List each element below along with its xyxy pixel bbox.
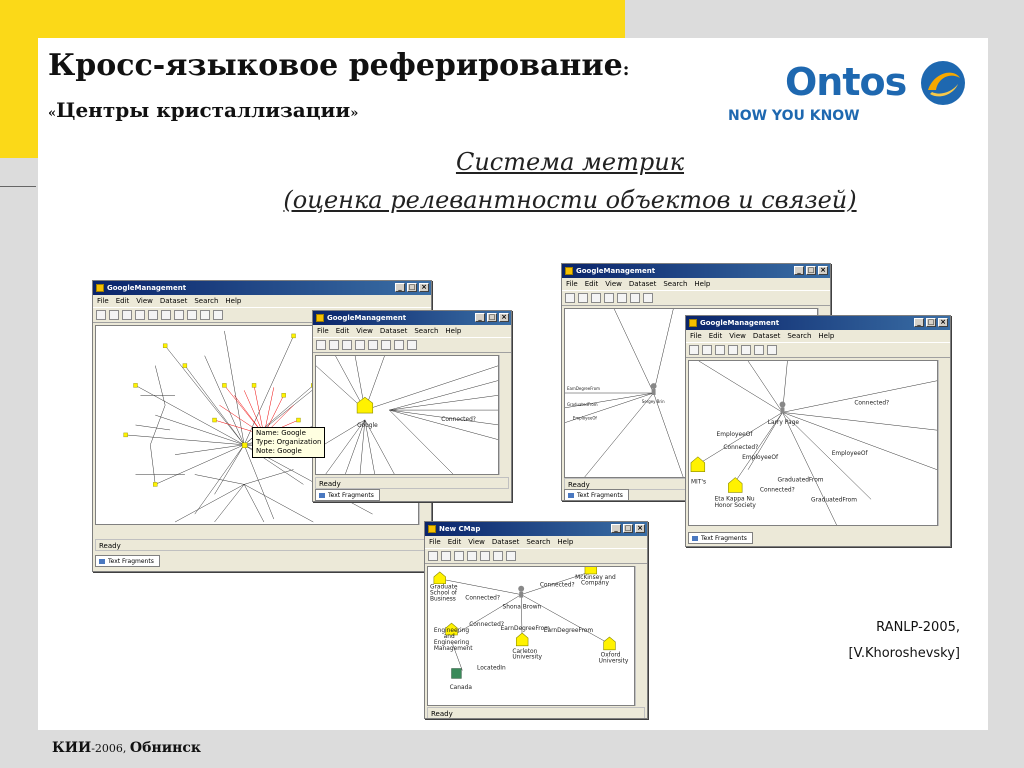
window-title: GoogleManagement bbox=[576, 267, 656, 275]
menu-view[interactable]: View bbox=[729, 332, 746, 340]
node-gsb-label-3: Business bbox=[429, 596, 456, 603]
menu-dataset[interactable]: Dataset bbox=[752, 332, 781, 340]
node-eem-label-2: and bbox=[443, 633, 455, 640]
layout-star-icon[interactable] bbox=[161, 310, 171, 320]
edge-connected-label: Connected? bbox=[441, 416, 476, 423]
minimize-icon[interactable]: _ bbox=[395, 283, 405, 292]
layout-grid-icon[interactable] bbox=[591, 293, 601, 303]
zoom-tool-icon[interactable] bbox=[109, 310, 119, 320]
menu-bar bbox=[313, 325, 511, 337]
menu-search[interactable]: Search bbox=[787, 332, 812, 340]
menu-help[interactable]: Help bbox=[557, 538, 574, 546]
menu-view[interactable]: View bbox=[136, 297, 153, 305]
window-google-management-4[interactable] bbox=[685, 315, 951, 547]
edge-label-1: Connected? bbox=[854, 400, 890, 407]
menu-edit[interactable]: Edit bbox=[584, 280, 599, 288]
edge-label-2: EmployeeOf bbox=[716, 432, 753, 439]
vertical-scrollbar[interactable] bbox=[499, 355, 509, 475]
title-bar[interactable] bbox=[425, 522, 647, 536]
close-icon[interactable]: × bbox=[635, 524, 645, 533]
minimize-icon[interactable]: _ bbox=[914, 318, 924, 327]
select-tool-icon[interactable] bbox=[316, 340, 326, 350]
menu-dataset[interactable]: Dataset bbox=[159, 297, 188, 305]
menu-dataset[interactable]: Dataset bbox=[628, 280, 657, 288]
node-oxford-label-1: Oxford bbox=[600, 652, 621, 659]
select-tool-icon[interactable] bbox=[428, 551, 438, 561]
footer-year: -2006, bbox=[91, 742, 130, 755]
edge-label-5: EmployeeOf bbox=[831, 450, 868, 457]
tab-text-fragments[interactable]: Text Fragments bbox=[95, 555, 160, 567]
divider-line bbox=[0, 186, 36, 187]
window-title: New CMap bbox=[439, 525, 481, 533]
tooltip-type: Type: Organization bbox=[256, 438, 322, 446]
menu-edit[interactable]: Edit bbox=[447, 538, 462, 546]
zoom-tool-icon[interactable] bbox=[702, 345, 712, 355]
layout-hierarchy-icon[interactable] bbox=[148, 310, 158, 320]
find-icon[interactable] bbox=[643, 293, 653, 303]
node-eem-label-3: Engineering bbox=[433, 639, 470, 646]
node-larry-label: Larry Page bbox=[767, 420, 800, 427]
app-icon bbox=[428, 525, 436, 533]
graph-canvas[interactable] bbox=[688, 360, 938, 526]
node-mckinsey-label-2: Company bbox=[581, 580, 609, 587]
app-icon bbox=[96, 284, 104, 292]
node-carleton-label-2: University bbox=[512, 654, 543, 661]
menu-file[interactable]: File bbox=[317, 327, 329, 335]
zoom-tool-icon[interactable] bbox=[329, 340, 339, 350]
graph-canvas[interactable] bbox=[315, 355, 499, 475]
window-google-management-2[interactable] bbox=[312, 310, 512, 502]
menu-help[interactable]: Help bbox=[818, 332, 835, 340]
tab-text-fragments[interactable]: Text Fragments bbox=[688, 532, 753, 544]
node-tooltip bbox=[252, 427, 325, 458]
menu-dataset[interactable]: Dataset bbox=[379, 327, 408, 335]
save-icon[interactable] bbox=[754, 345, 764, 355]
edge-label-4: EmployeeOf bbox=[742, 454, 779, 461]
save-icon[interactable] bbox=[174, 310, 184, 320]
footer bbox=[52, 740, 201, 756]
maximize-icon[interactable]: □ bbox=[408, 283, 416, 291]
app-icon bbox=[316, 314, 324, 322]
layout-tree-icon[interactable] bbox=[604, 293, 614, 303]
menu-search[interactable]: Search bbox=[663, 280, 688, 288]
menu-edit[interactable]: Edit bbox=[335, 327, 350, 335]
menu-bar bbox=[562, 278, 830, 290]
quote-open: « bbox=[48, 106, 57, 121]
node-shona-label: Shona Brown bbox=[502, 604, 542, 611]
menu-view[interactable]: View bbox=[468, 538, 485, 546]
maximize-icon[interactable]: □ bbox=[807, 266, 815, 274]
ontos-logo-text: Ontos bbox=[785, 60, 907, 104]
edge-label-6: GraduatedFrom bbox=[777, 477, 824, 484]
edge-cmap-2: Connected? bbox=[539, 582, 575, 589]
toolbar bbox=[562, 290, 830, 306]
reference-conference: RANLP-2005, bbox=[876, 620, 960, 635]
tab-text-fragments[interactable]: Text Fragments bbox=[315, 489, 380, 501]
close-icon[interactable]: × bbox=[818, 266, 828, 275]
heading-metrics: Система метрик bbox=[455, 148, 685, 176]
window-title: GoogleManagement bbox=[700, 319, 780, 327]
node-oxford-label-2: University bbox=[598, 658, 629, 665]
close-icon[interactable]: × bbox=[419, 283, 429, 292]
layout-tree-icon[interactable] bbox=[355, 340, 365, 350]
graph-larry bbox=[689, 361, 937, 525]
menu-view[interactable]: View bbox=[605, 280, 622, 288]
layout-star-icon[interactable] bbox=[617, 293, 627, 303]
layout-star-icon[interactable] bbox=[368, 340, 378, 350]
cut-icon[interactable] bbox=[213, 310, 223, 320]
layout-grid-icon[interactable] bbox=[122, 310, 132, 320]
close-icon[interactable]: × bbox=[938, 318, 948, 327]
menu-help[interactable]: Help bbox=[694, 280, 711, 288]
select-tool-icon[interactable] bbox=[96, 310, 106, 320]
menu-search[interactable]: Search bbox=[194, 297, 219, 305]
maximize-icon[interactable]: □ bbox=[927, 318, 935, 326]
heading-relevance: (оценка релевантности объектов и связей) bbox=[283, 186, 857, 214]
select-tool-icon[interactable] bbox=[689, 345, 699, 355]
menu-edit[interactable]: Edit bbox=[115, 297, 130, 305]
edge-label-8: GraduatedFrom bbox=[811, 497, 858, 504]
select-tool-icon[interactable] bbox=[565, 293, 575, 303]
layout-grid-icon[interactable] bbox=[454, 551, 464, 561]
menu-search[interactable]: Search bbox=[414, 327, 439, 335]
node-eta-label: Eta Kappa Nu bbox=[714, 496, 755, 503]
toolbar bbox=[686, 342, 950, 358]
minimize-icon[interactable]: _ bbox=[475, 313, 485, 322]
vertical-scrollbar[interactable] bbox=[938, 360, 948, 526]
node-mit-label: MIT's bbox=[690, 479, 707, 486]
graph-canvas[interactable] bbox=[427, 566, 635, 706]
menu-dataset[interactable]: Dataset bbox=[491, 538, 520, 546]
slide-subtitle bbox=[48, 98, 358, 122]
status-bar: Ready bbox=[95, 539, 429, 551]
menu-view[interactable]: View bbox=[356, 327, 373, 335]
menu-file[interactable]: File bbox=[566, 280, 578, 288]
subtitle-text: Центры кристаллизации bbox=[56, 98, 351, 122]
node-mckinsey-label-1: McKinsey and bbox=[575, 574, 616, 581]
layout-grid-icon[interactable] bbox=[342, 340, 352, 350]
menu-help[interactable]: Help bbox=[225, 297, 242, 305]
footer-city: Обнинск bbox=[129, 740, 201, 756]
window-new-cmap[interactable] bbox=[424, 521, 648, 719]
node-honor-label: Honor Society bbox=[714, 503, 756, 510]
zoom-tool-icon[interactable] bbox=[578, 293, 588, 303]
edge-label-2: GraduatedFrom bbox=[566, 401, 598, 407]
app-icon bbox=[689, 319, 697, 327]
node-google-label: Google bbox=[357, 422, 378, 429]
minimize-icon[interactable]: _ bbox=[794, 266, 804, 275]
reference-author: [V.Khoroshevsky] bbox=[848, 646, 960, 661]
footer-org: КИИ bbox=[52, 740, 92, 756]
menu-file[interactable]: File bbox=[690, 332, 702, 340]
slide-title bbox=[48, 48, 629, 83]
minimize-icon[interactable]: _ bbox=[611, 524, 621, 533]
title-bar[interactable] bbox=[562, 264, 830, 278]
graph-google bbox=[316, 356, 498, 474]
node-gsb-label-1: Graduate bbox=[429, 584, 458, 591]
node-sergey-label: Sergey Brin bbox=[641, 398, 665, 404]
print-icon[interactable] bbox=[407, 340, 417, 350]
menu-help[interactable]: Help bbox=[445, 327, 462, 335]
menu-bar bbox=[93, 295, 431, 307]
save-icon[interactable] bbox=[630, 293, 640, 303]
edge-cmap-6: LocatedIn bbox=[477, 665, 506, 672]
close-icon[interactable]: × bbox=[499, 313, 509, 322]
node-canada-label: Canada bbox=[449, 685, 472, 692]
layout-tree-icon[interactable] bbox=[135, 310, 145, 320]
graph-cmap bbox=[428, 567, 634, 705]
find-icon[interactable] bbox=[767, 345, 777, 355]
menu-edit[interactable]: Edit bbox=[708, 332, 723, 340]
app-icon bbox=[565, 267, 573, 275]
tab-text-fragments[interactable]: Text Fragments bbox=[564, 489, 629, 501]
quote-close: » bbox=[350, 106, 359, 121]
menu-bar bbox=[425, 536, 647, 548]
menu-file[interactable]: File bbox=[97, 297, 109, 305]
node-carleton-label-1: Carleton bbox=[512, 648, 538, 655]
swirl-logo-icon bbox=[920, 60, 966, 106]
edge-cmap-4: EarnDegreeFrom bbox=[500, 626, 550, 633]
save-icon[interactable] bbox=[493, 551, 503, 561]
title-colon: : bbox=[622, 59, 630, 80]
print-icon[interactable] bbox=[200, 310, 210, 320]
find-icon[interactable] bbox=[506, 551, 516, 561]
toolbar bbox=[425, 548, 647, 564]
edge-label-1: EarnDegreeFrom bbox=[566, 386, 600, 392]
tooltip-note: Note: Google bbox=[256, 447, 302, 455]
layout-star-icon[interactable] bbox=[741, 345, 751, 355]
edge-cmap-3: Connected? bbox=[469, 622, 504, 629]
window-title: GoogleManagement bbox=[327, 314, 407, 322]
window-title: GoogleManagement bbox=[107, 284, 187, 292]
edge-cmap-5: EarnDegreeFrom bbox=[543, 628, 594, 635]
layout-tree-icon[interactable] bbox=[728, 345, 738, 355]
find-icon[interactable] bbox=[187, 310, 197, 320]
toolbar bbox=[313, 337, 511, 353]
find-icon[interactable] bbox=[394, 340, 404, 350]
layout-tree-icon[interactable] bbox=[467, 551, 477, 561]
status-bar: Ready bbox=[564, 478, 828, 490]
edge-label-3: Connected? bbox=[723, 444, 759, 451]
menu-file[interactable]: File bbox=[429, 538, 441, 546]
maximize-icon[interactable]: □ bbox=[624, 524, 632, 532]
vertical-scrollbar[interactable] bbox=[635, 566, 645, 706]
status-bar: Ready bbox=[315, 477, 509, 489]
title-bar[interactable] bbox=[313, 311, 511, 325]
edge-cmap-1: Connected? bbox=[465, 595, 501, 602]
menu-search[interactable]: Search bbox=[526, 538, 551, 546]
title-bar[interactable] bbox=[686, 316, 950, 330]
maximize-icon[interactable]: □ bbox=[488, 313, 496, 321]
save-icon[interactable] bbox=[381, 340, 391, 350]
zoom-tool-icon[interactable] bbox=[441, 551, 451, 561]
tooltip-name: Name: Google bbox=[256, 429, 306, 437]
layout-star-icon[interactable] bbox=[480, 551, 490, 561]
node-gsb-label-2: School of bbox=[429, 590, 458, 597]
layout-grid-icon[interactable] bbox=[715, 345, 725, 355]
menu-bar bbox=[686, 330, 950, 342]
title-bar[interactable] bbox=[93, 281, 431, 295]
node-eem-label-1: Engineering bbox=[433, 628, 470, 635]
title-main: Кросс-языковое реферирование bbox=[48, 48, 623, 83]
edge-label-7: Connected? bbox=[759, 487, 795, 494]
node-eem-label-4: Management bbox=[433, 645, 473, 652]
ontos-tagline: NOW YOU KNOW bbox=[728, 108, 860, 124]
status-bar: Ready bbox=[427, 707, 645, 719]
edge-label-3: EmployeeOf bbox=[572, 415, 597, 421]
